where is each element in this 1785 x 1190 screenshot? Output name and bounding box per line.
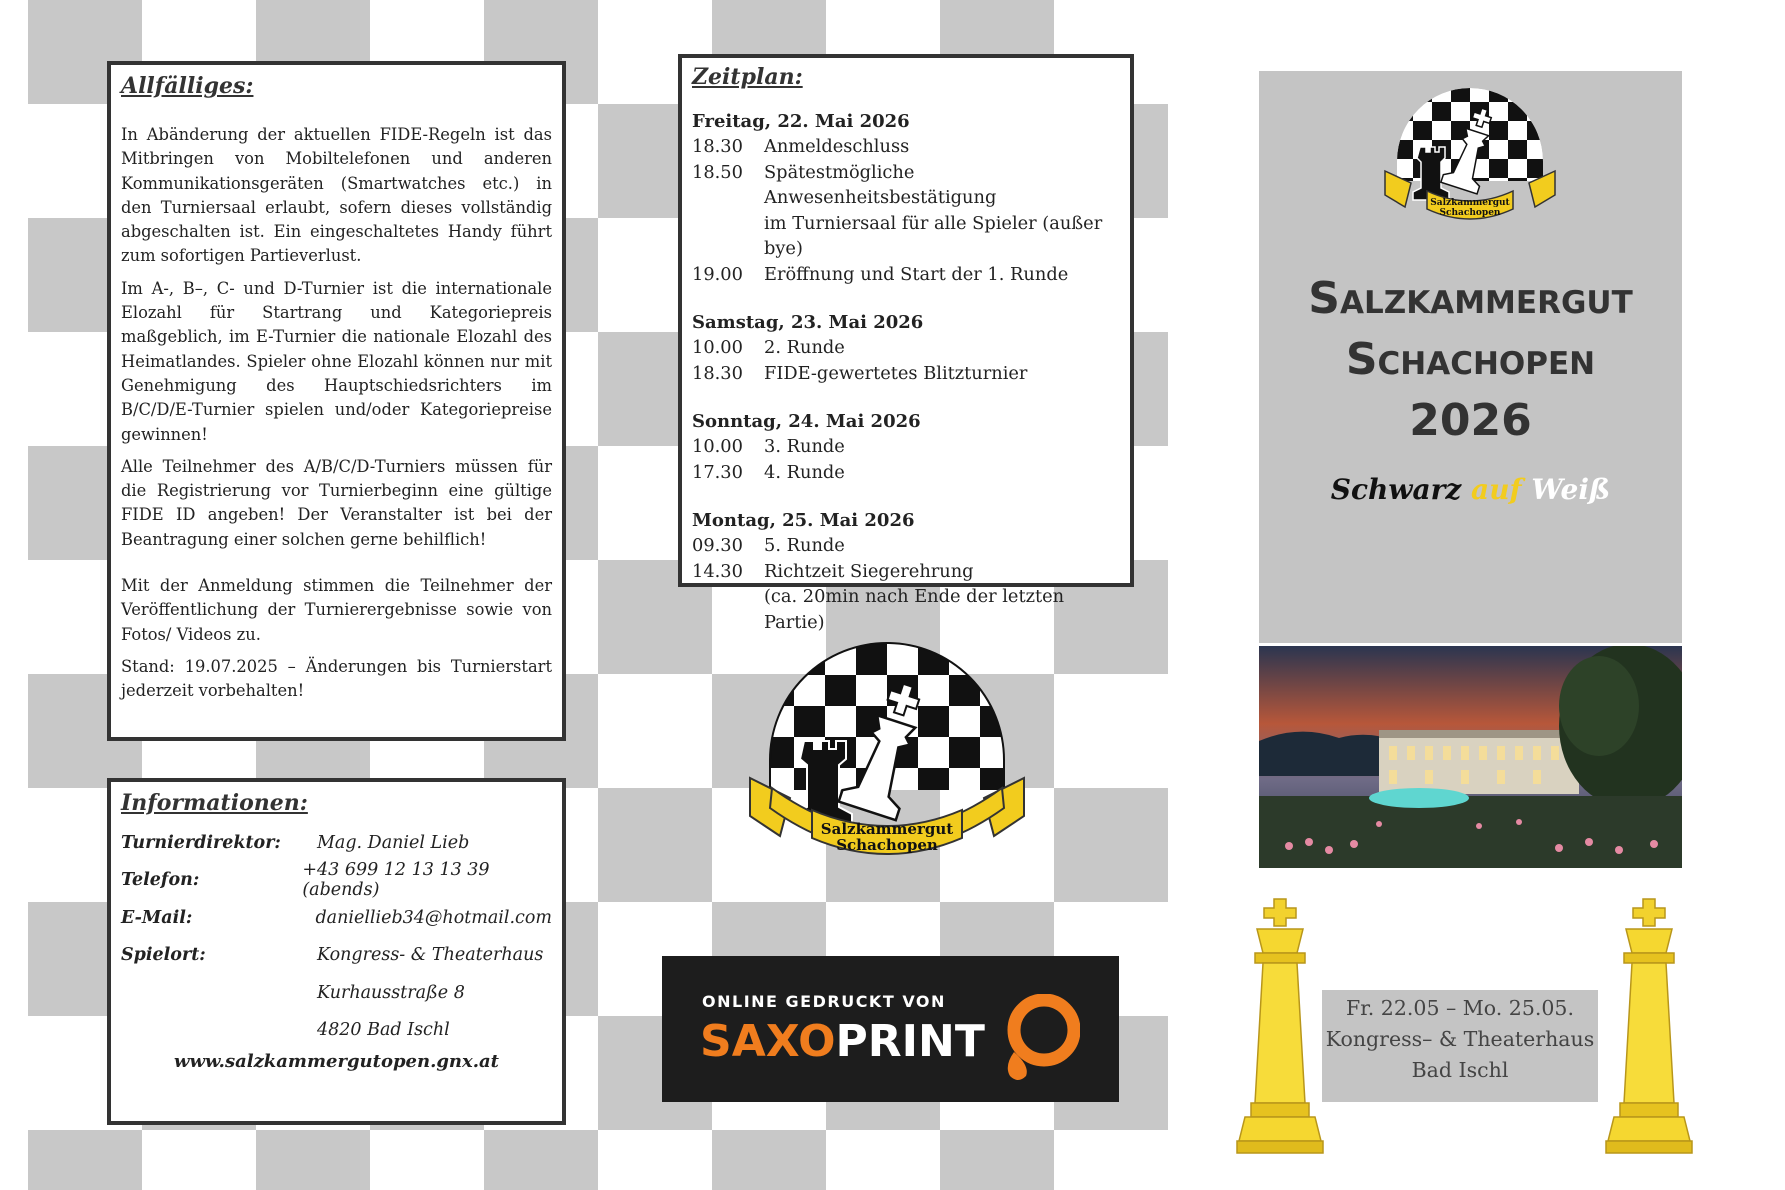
info-value: Mag. Daniel Lieb	[317, 832, 470, 853]
event-time: 18.30	[692, 136, 743, 157]
notes-box	[107, 61, 566, 741]
board-square	[484, 1130, 598, 1190]
notes-paragraph: Alle Teilnehmer des A/B/C/D-Turniers müssen für die Registrierung vor Turnierbeginn eine gültige FIDE ID angeben! Der Veranstalter ist bei der Beantragung einer solchen gerne behilflich!	[121, 456, 552, 549]
event-text: Richtzeit Siegerehrung	[764, 560, 974, 582]
event-date-line: Kongress– & Theaterhaus	[1325, 1027, 1595, 1051]
slogan	[1259, 473, 1682, 506]
slogan-word: auf	[1471, 473, 1522, 506]
event-text: FIDE-gewertetes Blitzturnier	[764, 362, 1028, 384]
info-label: Telefon:	[121, 870, 200, 891]
sponsor-name	[700, 1016, 985, 1067]
info-value: 4820 Bad Ischl	[317, 1020, 450, 1041]
sponsor-name-part: SAXO	[700, 1016, 836, 1067]
event-text: 4. Runde	[764, 461, 845, 483]
schedule-event	[692, 584, 1120, 635]
event-text: (ca. 20min nach Ende der letzten Partie)	[764, 586, 1065, 633]
info-row	[121, 899, 552, 937]
slogan-word: Schwarz	[1330, 473, 1462, 506]
board-square	[1054, 788, 1168, 902]
slogan-word: Weiß	[1531, 473, 1611, 506]
board-square	[712, 1130, 826, 1190]
event-text: 5. Runde	[764, 535, 845, 556]
event-text: Spätestmögliche Anwesenheitsbestätigung	[764, 161, 997, 208]
notes-title: Allfälliges:	[121, 73, 254, 99]
info-value: +43 699 12 13 13 39 (abends)	[302, 860, 490, 901]
event-text: Anmeldeschluss	[764, 136, 910, 157]
event-time: 14.30	[692, 560, 743, 582]
sponsor-drop-icon	[1000, 994, 1080, 1084]
information-box	[107, 778, 566, 1125]
schedule-event	[692, 134, 1120, 160]
info-row	[121, 937, 552, 975]
event-time	[692, 211, 764, 262]
notes-paragraph: Mit der Anmeldung stimmen die Teilnehmer der Veröffentlichung der Turnierergebnisse sowie von Fotos/ Videos zu.	[121, 576, 552, 644]
event-time	[692, 584, 764, 635]
event-time: 18.50	[692, 161, 743, 183]
logo-banner-text: Salzkammergut	[820, 820, 954, 838]
schedule-event	[692, 262, 1120, 288]
email-link[interactable]: daniellieb34@hotmail.com	[315, 907, 552, 928]
sponsor-name-part: PRINT	[835, 1016, 985, 1067]
schedule-event	[692, 533, 1120, 559]
info-row	[121, 1012, 552, 1050]
event-text: Eröffnung und Start der 1. Runde	[764, 263, 1069, 285]
notes-paragraph: Stand: 19.07.2025 – Änderungen bis Turnierstart jederzeit vorbehalten!	[121, 656, 552, 701]
schedule-event	[692, 559, 1120, 585]
gold-king-icon	[1235, 897, 1325, 1155]
notes-paragraph: Im A-, B–, C- und D-Turnier ist die internationale Elozahl für Startrang und Kategoriepreis maßgeblich, im E-Turnier die nationale Elozahl des Heimatlandes. Spieler ohne Elozahl können nur mit Genehmigung des Hauptschiedsrichters im B/C/D/E-Turnier spielen und/oder Kategoriepreise gewinnen!	[121, 278, 552, 444]
schedule-day: Sonntag, 24. Mai 2026	[692, 411, 921, 432]
event-time: 09.30	[692, 535, 743, 556]
logo-banner-text: Schachopen	[836, 836, 938, 854]
schedule-title: Zeitplan:	[692, 64, 803, 90]
venue-photo	[1259, 646, 1682, 868]
schedule-day: Freitag, 22. Mai 2026	[692, 111, 910, 132]
board-square	[598, 788, 712, 902]
event-date-line: Bad Ischl	[1411, 1058, 1509, 1082]
info-value: Kurhausstraße 8	[317, 982, 465, 1003]
info-value: Kongress- & Theaterhaus	[317, 945, 544, 966]
event-time: 17.30	[692, 461, 743, 483]
event-title-line: 2026	[1409, 395, 1532, 446]
logo-banner-text: Salzkammergut	[1430, 198, 1510, 208]
info-row	[121, 974, 552, 1012]
notes-paragraph: In Abänderung der aktuellen FIDE-Regeln ist das Mitbringen von Mobiltelefonen und anderen Kommunikationsgeräten (Smartwatches etc.) in den Turniersaal erlaubt, sofern dieses vollständig abgeschalten ist. Ein eingeschaltetes Handy führt zum sofortigen Partieverlust.	[121, 125, 552, 266]
event-date-box	[1322, 990, 1598, 1102]
board-square	[256, 1130, 370, 1190]
board-square	[940, 1130, 1054, 1190]
schedule-event	[692, 361, 1120, 387]
info-label: E-Mail:	[121, 907, 193, 928]
schedule-day: Samstag, 23. Mai 2026	[692, 312, 924, 333]
schedule-event	[692, 460, 1120, 486]
board-square	[28, 1130, 142, 1190]
website-link[interactable]: www.salzkammergutopen.gnx.at	[174, 1051, 499, 1072]
event-text: im Turniersaal für alle Spieler (außer bye)	[764, 212, 1103, 259]
cover-logo	[1375, 81, 1565, 241]
event-text: 2. Runde	[764, 337, 845, 358]
info-row	[121, 862, 552, 900]
schedule-day: Montag, 25. Mai 2026	[692, 510, 915, 531]
information-title: Informationen:	[121, 790, 308, 816]
event-time: 10.00	[692, 436, 743, 457]
info-label: Turnierdirektor:	[121, 832, 281, 853]
schedule-box	[678, 54, 1134, 633]
logo-banner-text: Schachopen	[1439, 208, 1501, 218]
schedule-event	[692, 211, 1120, 262]
event-text: 3. Runde	[764, 436, 845, 457]
gold-king-icon	[1604, 897, 1694, 1155]
schedule-event	[692, 335, 1120, 361]
event-time: 19.00	[692, 263, 743, 285]
event-title	[1259, 268, 1682, 451]
schedule-event	[692, 434, 1120, 460]
sponsor-banner[interactable]	[662, 956, 1119, 1102]
schedule-event	[692, 160, 1120, 211]
tournament-logo	[732, 640, 1042, 880]
event-title-line: Salzkammergut	[1308, 273, 1633, 324]
event-date-line: Fr. 22.05 – Mo. 25.05.	[1346, 996, 1574, 1020]
event-time: 10.00	[692, 337, 743, 358]
event-time: 18.30	[692, 362, 743, 384]
info-label: Spielort:	[121, 945, 206, 966]
sponsor-tagline: ONLINE GEDRUCKT VON	[702, 992, 946, 1011]
event-title-line: Schachopen	[1345, 334, 1596, 385]
cover-panel	[1259, 71, 1682, 643]
info-row	[121, 824, 552, 862]
